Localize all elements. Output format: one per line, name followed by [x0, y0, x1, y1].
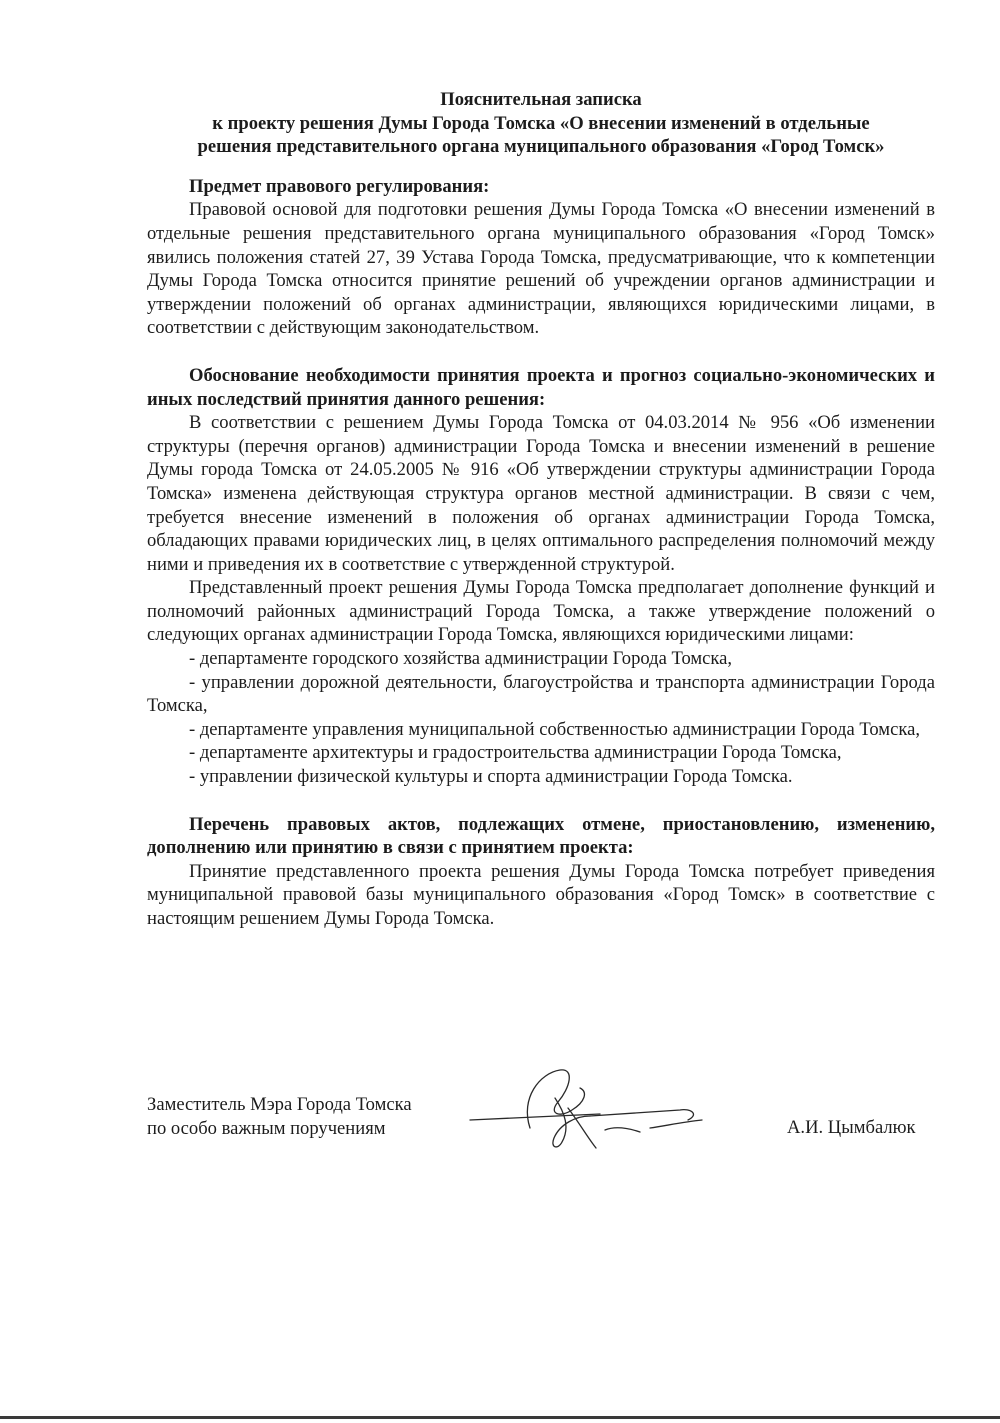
list-item: - управлении дорожной деятельности, благоустройства и транспорта администрации Города Томска,	[147, 671, 935, 717]
document-subtitle-line2: решения представительного органа муниципального образования «Город Томск»	[197, 136, 885, 158]
section1-heading: Предмет правового регулирования:	[189, 175, 490, 197]
signatory-position-line2: по особо важным поручениям	[147, 1117, 386, 1139]
list-item: - департаменте управления муниципальной собственностью администрации Города Томска,	[189, 718, 920, 740]
signatory-position-line1: Заместитель Мэра Города Томска	[147, 1094, 412, 1115]
section3-heading: Перечень правовых актов, подлежащих отмене, приостановлению, изменению, дополнению или принятию в связи с принятием проекта:	[147, 813, 935, 859]
document-subtitle-line1: к проекту решения Думы Города Томска «О внесении изменений в отдельные	[212, 112, 870, 134]
signatory-name: А.И. Цымбалюк	[787, 1117, 916, 1138]
list-item: - управлении физической культуры и спорта администрации Города Томска.	[189, 766, 793, 788]
handwritten-signature	[450, 1058, 710, 1158]
section2-heading: Обоснование необходимости принятия проекта и прогноз социально-экономических и иных последствий принятия данного решения:	[147, 364, 935, 410]
document-body	[147, 88, 935, 931]
page-edge-line	[0, 1416, 1000, 1419]
document-title: Пояснительная записка	[440, 89, 642, 110]
section1-text: Правовой основой для подготовки решения Думы Города Томска «О внесении изменений в отдельные решения представительного органа муниципального образования «Город Томск» явились положения статей 27, 39 Устава Города Томска, предусматривающие, что к компетенции Думы Города Томска относится принятие решений об учреждении органов администрации и утверждении положений об органах администрации, являющихся юридическими лицами, в соответствии с действующим законодательством.	[147, 199, 935, 339]
list-item: - департаменте городского хозяйства администрации Города Томска,	[189, 648, 733, 670]
list-item: - департаменте архитектуры и градостроительства администрации Города Томска,	[189, 742, 842, 764]
section2-paragraph1: В соответствии с решением Думы Города Томска от 04.03.2014 № 956 «Об изменении структуры (перечня органов) администрации Города Томска и внесении изменений в решение Думы города Томска от 24.05.2005 № 916 «Об утверждении структуры администрации Города Томска» изменена действующая структура органов местной администрации. В связи с чем, требуется внесение изменений в положения об органах администрации Города Томска, обладающих правами юридических лиц, в целях оптимального распределения полномочий между ними и приведения их в соответствие с утвержденной структурой.	[147, 412, 935, 575]
signatory-position	[147, 1093, 412, 1140]
section2-paragraph2: Представленный проект решения Думы Города Томска предполагает дополнение функций и полномочий районных администраций Города Томска, а также утверждение положений о следующих органах администрации Города Томска, являющихся юридическими лицами:	[147, 577, 935, 646]
section3-text: Принятие представленного проекта решения Думы Города Томска потребует приведения муниципальной правовой базы муниципального образования «Город Томск» в соответствие с настоящим решением Думы Города Томска.	[147, 860, 935, 929]
